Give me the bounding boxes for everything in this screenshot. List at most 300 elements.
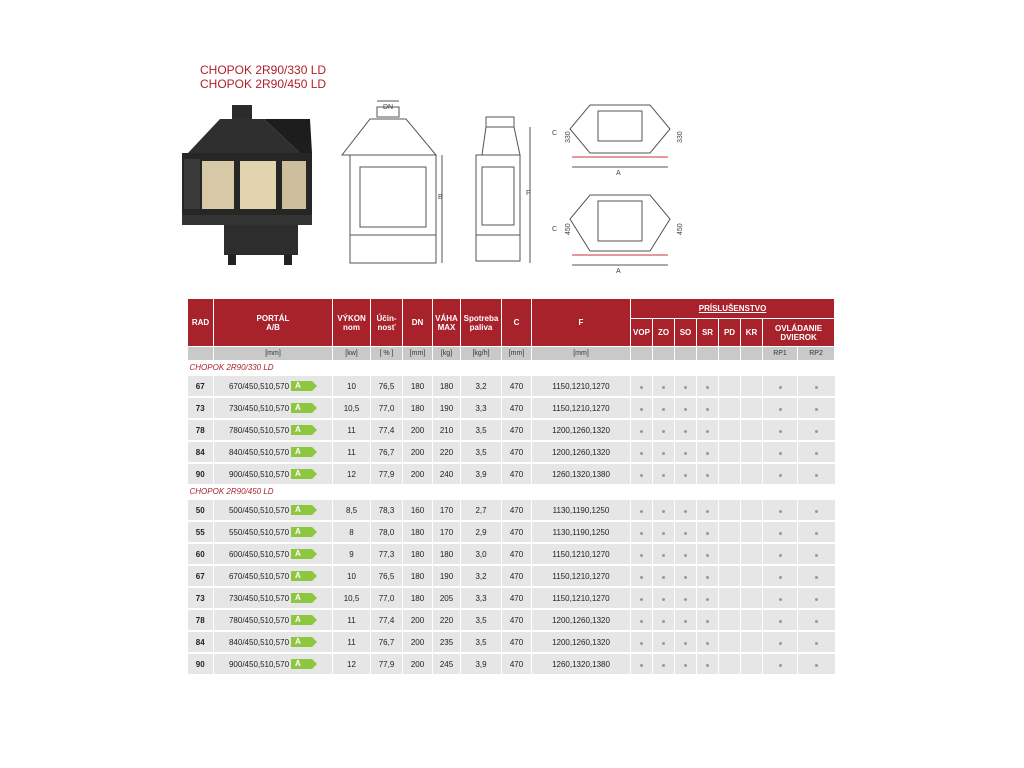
cell-acc-sr [697, 499, 719, 521]
available-dot-icon [662, 430, 665, 433]
cell-acc-zo [653, 565, 675, 587]
section-title: CHOPOK 2R90/330 LD [188, 361, 835, 376]
cell-rp2 [798, 653, 835, 675]
available-dot-icon [815, 620, 818, 623]
energy-class-label: A [295, 425, 301, 434]
available-dot-icon [706, 576, 709, 579]
cell-acc-vop [631, 609, 653, 631]
cell-ucin: 78,0 [371, 521, 403, 543]
available-dot-icon [640, 532, 643, 535]
cell-acc-sr [697, 521, 719, 543]
available-dot-icon [662, 576, 665, 579]
cell-dn: 180 [403, 565, 433, 587]
cell-f: 1150,1210,1270 [532, 565, 631, 587]
cell-acc-kr [741, 609, 763, 631]
cell-dn: 180 [403, 521, 433, 543]
cell-rp1 [763, 609, 798, 631]
cell-vykon: 11 [333, 631, 371, 653]
cell-portal [214, 609, 333, 631]
cell-vaha: 220 [433, 441, 461, 463]
available-dot-icon [662, 598, 665, 601]
energy-class-badge [291, 447, 317, 457]
cell-vykon: 10 [333, 375, 371, 397]
cell-vaha: 180 [433, 543, 461, 565]
cell-acc-vop [631, 499, 653, 521]
energy-class-label: A [295, 615, 301, 624]
cell-c: 470 [502, 521, 532, 543]
cell-spotreba: 3,5 [461, 441, 502, 463]
cell-acc-kr [741, 499, 763, 521]
energy-class-label: A [295, 447, 301, 456]
energy-class-label: A [295, 593, 301, 602]
cell-acc-zo [653, 521, 675, 543]
col-so: SO [675, 319, 697, 347]
cell-acc-vop [631, 653, 653, 675]
portal-value: 670/450,510,570 [228, 571, 290, 581]
cell-acc-kr [741, 587, 763, 609]
cell-spotreba: 3,5 [461, 419, 502, 441]
unit-spotreba: [kg/h] [461, 347, 502, 361]
cell-rp1 [763, 543, 798, 565]
cell-acc-pd [719, 463, 741, 485]
cell-acc-kr [741, 653, 763, 675]
energy-class-label: A [295, 659, 301, 668]
energy-class-label: A [295, 505, 301, 514]
cell-portal [214, 565, 333, 587]
energy-class-label: A [295, 527, 301, 536]
cell-acc-kr [741, 419, 763, 441]
col-sr: SR [697, 319, 719, 347]
cell-rp1 [763, 565, 798, 587]
available-dot-icon [662, 408, 665, 411]
cell-acc-kr [741, 543, 763, 565]
cell-rad: 73 [188, 397, 214, 419]
cell-acc-kr [741, 441, 763, 463]
col-kr: KR [741, 319, 763, 347]
cell-vaha: 220 [433, 609, 461, 631]
available-dot-icon [779, 598, 782, 601]
available-dot-icon [815, 598, 818, 601]
cell-acc-zo [653, 609, 675, 631]
cell-rp1 [763, 397, 798, 419]
cell-rp2 [798, 397, 835, 419]
portal-value: 780/450,510,570 [228, 425, 290, 435]
cell-rp2 [798, 419, 835, 441]
cell-rp2 [798, 543, 835, 565]
col-c: C [502, 299, 532, 347]
cell-f: 1200,1260,1320 [532, 419, 631, 441]
available-dot-icon [706, 510, 709, 513]
energy-class-label: A [295, 637, 301, 646]
energy-class-label: A [295, 571, 301, 580]
cell-portal [214, 587, 333, 609]
cell-c: 470 [502, 543, 532, 565]
cell-acc-pd [719, 521, 741, 543]
cell-f: 1200,1260,1320 [532, 631, 631, 653]
available-dot-icon [815, 408, 818, 411]
available-dot-icon [640, 408, 643, 411]
cell-spotreba: 3,3 [461, 397, 502, 419]
cell-rp2 [798, 499, 835, 521]
cell-portal [214, 653, 333, 675]
cell-acc-pd [719, 397, 741, 419]
title-330: CHOPOK 2R90/330 LD [200, 63, 327, 77]
available-dot-icon [815, 510, 818, 513]
plan-view-330 [570, 105, 670, 167]
cell-rad: 60 [188, 543, 214, 565]
dim-f: F [526, 190, 531, 197]
cell-vaha: 210 [433, 419, 461, 441]
energy-class-badge [291, 549, 317, 559]
cell-f: 1150,1210,1270 [532, 543, 631, 565]
available-dot-icon [706, 664, 709, 667]
cell-dn: 200 [403, 463, 433, 485]
available-dot-icon [684, 510, 687, 513]
plan-view-450 [570, 195, 670, 265]
available-dot-icon [815, 532, 818, 535]
cell-dn: 180 [403, 543, 433, 565]
available-dot-icon [684, 386, 687, 389]
col-rad: RAD [188, 299, 214, 347]
cell-acc-sr [697, 419, 719, 441]
available-dot-icon [706, 598, 709, 601]
available-dot-icon [684, 408, 687, 411]
cell-acc-so [675, 499, 697, 521]
cell-portal [214, 419, 333, 441]
front-view-drawing [342, 101, 442, 263]
dim-b: B [438, 194, 443, 201]
table-row [188, 653, 835, 675]
energy-class-badge [291, 615, 317, 625]
available-dot-icon [640, 642, 643, 645]
cell-spotreba: 3,9 [461, 463, 502, 485]
cell-rp2 [798, 521, 835, 543]
cell-rad: 50 [188, 499, 214, 521]
dim-c-upper: C [552, 130, 558, 137]
available-dot-icon [779, 554, 782, 557]
cell-acc-so [675, 441, 697, 463]
section-header [188, 361, 835, 376]
available-dot-icon [779, 386, 782, 389]
col-dn: DN [403, 299, 433, 347]
available-dot-icon [706, 554, 709, 557]
available-dot-icon [684, 576, 687, 579]
table-row [188, 375, 835, 397]
cell-ucin: 77,9 [371, 653, 403, 675]
available-dot-icon [684, 664, 687, 667]
col-ovladanie: OVLÁDANIE DVIEROK [763, 319, 835, 347]
unit-portal: [mm] [214, 347, 333, 361]
cell-rp1 [763, 631, 798, 653]
cell-f: 1130,1190,1250 [532, 521, 631, 543]
portal-value: 840/450,510,570 [228, 637, 290, 647]
cell-rad: 67 [188, 565, 214, 587]
cell-portal [214, 543, 333, 565]
spec-body [188, 361, 835, 675]
cell-acc-sr [697, 653, 719, 675]
table-row [188, 565, 835, 587]
energy-class-badge [291, 505, 317, 515]
energy-class-label: A [295, 403, 301, 412]
energy-class-badge [291, 637, 317, 647]
cell-rp2 [798, 609, 835, 631]
available-dot-icon [640, 576, 643, 579]
dim-dn: DN [383, 104, 394, 111]
available-dot-icon [779, 430, 782, 433]
dim-a-upper: A [616, 170, 621, 177]
dim-450-left: 450 [565, 223, 572, 235]
cell-rp2 [798, 441, 835, 463]
cell-acc-sr [697, 631, 719, 653]
available-dot-icon [815, 474, 818, 477]
cell-acc-zo [653, 441, 675, 463]
available-dot-icon [779, 452, 782, 455]
side-view-drawing [476, 117, 530, 263]
cell-ucin: 76,7 [371, 441, 403, 463]
cell-vykon: 8,5 [333, 499, 371, 521]
available-dot-icon [640, 452, 643, 455]
energy-class-badge [291, 527, 317, 537]
table-row [188, 521, 835, 543]
col-ucinnost: Účin- nosť [371, 299, 403, 347]
cell-dn: 180 [403, 375, 433, 397]
available-dot-icon [684, 430, 687, 433]
available-dot-icon [779, 474, 782, 477]
col-vaha: VÁHA MAX [433, 299, 461, 347]
cell-acc-so [675, 653, 697, 675]
cell-vaha: 170 [433, 521, 461, 543]
cell-c: 470 [502, 419, 532, 441]
available-dot-icon [779, 576, 782, 579]
energy-class-badge [291, 659, 317, 669]
table-row [188, 463, 835, 485]
available-dot-icon [706, 642, 709, 645]
cell-spotreba: 2,7 [461, 499, 502, 521]
cell-f: 1200,1260,1320 [532, 609, 631, 631]
cell-spotreba: 3,5 [461, 631, 502, 653]
available-dot-icon [706, 386, 709, 389]
cell-acc-vop [631, 397, 653, 419]
cell-acc-sr [697, 397, 719, 419]
cell-f: 1200,1260,1320 [532, 441, 631, 463]
cell-dn: 180 [403, 397, 433, 419]
cell-vaha: 170 [433, 499, 461, 521]
cell-rp1 [763, 375, 798, 397]
table-row [188, 543, 835, 565]
available-dot-icon [684, 642, 687, 645]
cell-acc-sr [697, 463, 719, 485]
available-dot-icon [662, 664, 665, 667]
cell-rp2 [798, 375, 835, 397]
dim-330-left: 330 [565, 131, 572, 143]
cell-acc-vop [631, 463, 653, 485]
cell-c: 470 [502, 397, 532, 419]
cell-vykon: 11 [333, 609, 371, 631]
portal-value: 840/450,510,570 [228, 447, 290, 457]
available-dot-icon [706, 430, 709, 433]
cell-portal [214, 521, 333, 543]
cell-dn: 200 [403, 631, 433, 653]
available-dot-icon [779, 408, 782, 411]
cell-rp1 [763, 419, 798, 441]
cell-acc-vop [631, 587, 653, 609]
available-dot-icon [640, 386, 643, 389]
cell-vaha: 190 [433, 565, 461, 587]
cell-c: 470 [502, 565, 532, 587]
product-titles [200, 63, 326, 91]
cell-portal [214, 441, 333, 463]
energy-class-badge [291, 593, 317, 603]
portal-value: 670/450,510,570 [228, 381, 290, 391]
cell-f: 1260,1320,1380 [532, 463, 631, 485]
cell-vykon: 10,5 [333, 397, 371, 419]
cell-ucin: 77,3 [371, 543, 403, 565]
cell-ucin: 76,5 [371, 375, 403, 397]
unit-f: [mm] [532, 347, 631, 361]
cell-acc-vop [631, 419, 653, 441]
spec-table [187, 298, 835, 675]
cell-f: 1150,1210,1270 [532, 375, 631, 397]
cell-acc-vop [631, 543, 653, 565]
available-dot-icon [662, 532, 665, 535]
available-dot-icon [662, 554, 665, 557]
cell-rad: 78 [188, 419, 214, 441]
cell-vaha: 180 [433, 375, 461, 397]
available-dot-icon [815, 386, 818, 389]
cell-acc-pd [719, 609, 741, 631]
cell-c: 470 [502, 463, 532, 485]
available-dot-icon [815, 576, 818, 579]
cell-c: 470 [502, 653, 532, 675]
available-dot-icon [662, 620, 665, 623]
cell-acc-vop [631, 375, 653, 397]
cell-acc-vop [631, 521, 653, 543]
cell-spotreba: 3,5 [461, 609, 502, 631]
col-zo: ZO [653, 319, 675, 347]
cell-acc-so [675, 609, 697, 631]
available-dot-icon [662, 642, 665, 645]
col-pd: PD [719, 319, 741, 347]
cell-ucin: 78,3 [371, 499, 403, 521]
cell-acc-so [675, 565, 697, 587]
cell-acc-vop [631, 441, 653, 463]
cell-acc-zo [653, 419, 675, 441]
cell-acc-vop [631, 631, 653, 653]
cell-acc-vop [631, 565, 653, 587]
table-row [188, 499, 835, 521]
cell-rp2 [798, 463, 835, 485]
available-dot-icon [706, 452, 709, 455]
portal-value: 780/450,510,570 [228, 615, 290, 625]
cell-ucin: 77,0 [371, 587, 403, 609]
table-row [188, 419, 835, 441]
cell-acc-sr [697, 543, 719, 565]
cell-f: 1130,1190,1250 [532, 499, 631, 521]
cell-vykon: 11 [333, 419, 371, 441]
cell-acc-zo [653, 631, 675, 653]
dim-c-lower: C [552, 226, 558, 233]
cell-acc-zo [653, 499, 675, 521]
cell-portal [214, 463, 333, 485]
portal-value: 730/450,510,570 [228, 593, 290, 603]
portal-value: 730/450,510,570 [228, 403, 290, 413]
available-dot-icon [662, 452, 665, 455]
available-dot-icon [662, 474, 665, 477]
available-dot-icon [684, 620, 687, 623]
col-vykon: VÝKON nom [333, 299, 371, 347]
available-dot-icon [640, 598, 643, 601]
available-dot-icon [662, 386, 665, 389]
cell-rad: 67 [188, 375, 214, 397]
unit-ucin: [ % ] [371, 347, 403, 361]
available-dot-icon [779, 664, 782, 667]
cell-dn: 180 [403, 587, 433, 609]
available-dot-icon [815, 452, 818, 455]
available-dot-icon [706, 474, 709, 477]
available-dot-icon [706, 532, 709, 535]
col-vop: VOP [631, 319, 653, 347]
title-450: CHOPOK 2R90/450 LD [200, 77, 327, 91]
cell-vykon: 12 [333, 653, 371, 675]
cell-acc-so [675, 375, 697, 397]
available-dot-icon [779, 620, 782, 623]
col-prislusenstvo: PRÍSLUŠENSTVO [631, 299, 835, 319]
available-dot-icon [684, 474, 687, 477]
available-dot-icon [815, 664, 818, 667]
cell-ucin: 77,4 [371, 419, 403, 441]
available-dot-icon [684, 452, 687, 455]
cell-c: 470 [502, 375, 532, 397]
cell-dn: 200 [403, 653, 433, 675]
cell-acc-so [675, 397, 697, 419]
available-dot-icon [779, 532, 782, 535]
cell-vaha: 245 [433, 653, 461, 675]
cell-acc-kr [741, 521, 763, 543]
available-dot-icon [684, 554, 687, 557]
available-dot-icon [640, 620, 643, 623]
cell-vykon: 8 [333, 521, 371, 543]
energy-class-badge [291, 571, 317, 581]
energy-class-label: A [295, 469, 301, 478]
table-row [188, 397, 835, 419]
available-dot-icon [640, 664, 643, 667]
available-dot-icon [779, 642, 782, 645]
cell-acc-pd [719, 653, 741, 675]
cell-vykon: 10 [333, 565, 371, 587]
unit-c: [mm] [502, 347, 532, 361]
available-dot-icon [706, 408, 709, 411]
cell-spotreba: 3,9 [461, 653, 502, 675]
cell-rad: 78 [188, 609, 214, 631]
cell-rp1 [763, 463, 798, 485]
cell-acc-pd [719, 375, 741, 397]
col-spotreba: Spotreba paliva [461, 299, 502, 347]
cell-rad: 90 [188, 653, 214, 675]
cell-portal [214, 631, 333, 653]
cell-rad: 84 [188, 441, 214, 463]
cell-acc-so [675, 631, 697, 653]
table-row [188, 631, 835, 653]
cell-vykon: 12 [333, 463, 371, 485]
cell-vaha: 235 [433, 631, 461, 653]
cell-c: 470 [502, 631, 532, 653]
portal-value: 550/450,510,570 [228, 527, 290, 537]
portal-value: 500/450,510,570 [228, 505, 290, 515]
fireplace-drawings [180, 95, 860, 275]
col-portal: PORTÁL A/B [214, 299, 333, 347]
available-dot-icon [640, 554, 643, 557]
col-f: F [532, 299, 631, 347]
